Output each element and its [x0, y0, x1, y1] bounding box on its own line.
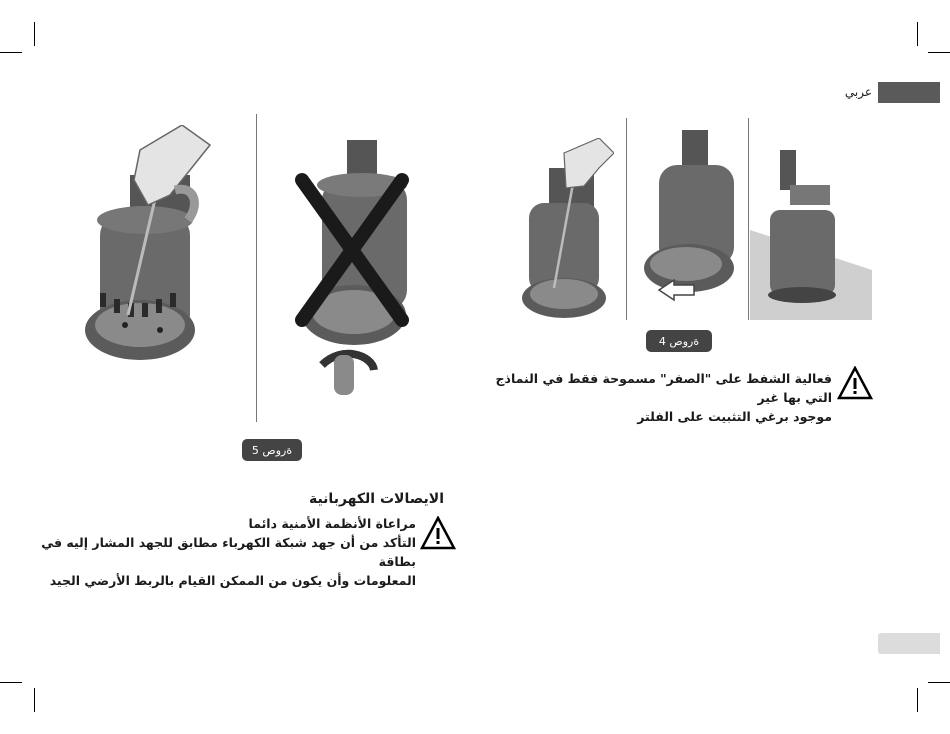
warning-right-line1: فعالية الشفط على "الصفر" مسموحة فقط في النماذج التي بها غير — [495, 371, 832, 405]
warning-triangle-icon — [837, 366, 873, 400]
figure-4-badge: ةروص 4 — [646, 330, 712, 352]
electrical-text — [16, 514, 416, 590]
warning-triangle-icon — [420, 516, 456, 550]
language-tab — [878, 82, 940, 103]
figure-divider — [256, 114, 257, 422]
crop-mark — [917, 22, 918, 46]
section-title: الايصالات الكهربانية — [308, 491, 444, 507]
electrical-line2: التأكد من أن جهد شبكة الكهرباء مطابق للجهد المشار إليه في بطاقة — [41, 535, 416, 569]
crop-mark — [34, 22, 35, 46]
electrical-line3: المعلومات وأن يكون من الممكن القيام بالربط الأرضي الجيد — [49, 573, 416, 588]
crop-mark — [928, 52, 950, 53]
warning-right-line2: موجود برغي التثبيت على الفلتر — [637, 409, 832, 424]
pump-crossed-illustration — [292, 140, 422, 400]
crop-mark — [928, 682, 950, 683]
warning-right-text — [472, 369, 832, 426]
crop-mark — [0, 52, 22, 53]
page-number-tab — [878, 633, 940, 654]
figure-5-badge: ةروص 5 — [242, 439, 302, 461]
pump-screwdriver-illustration — [70, 125, 220, 370]
pump-removal-illustration — [634, 130, 744, 320]
figure-divider — [626, 118, 627, 320]
crop-mark — [34, 688, 35, 712]
electrical-line1: مراعاة الأنظمة الأمنية دائما — [248, 516, 416, 531]
crop-mark — [0, 682, 22, 683]
pump-screwdriver-small-illustration — [514, 138, 614, 318]
figure-divider — [748, 118, 749, 320]
language-label: عربي — [844, 85, 872, 99]
crop-mark — [917, 688, 918, 712]
pump-on-floor-illustration — [750, 140, 872, 320]
